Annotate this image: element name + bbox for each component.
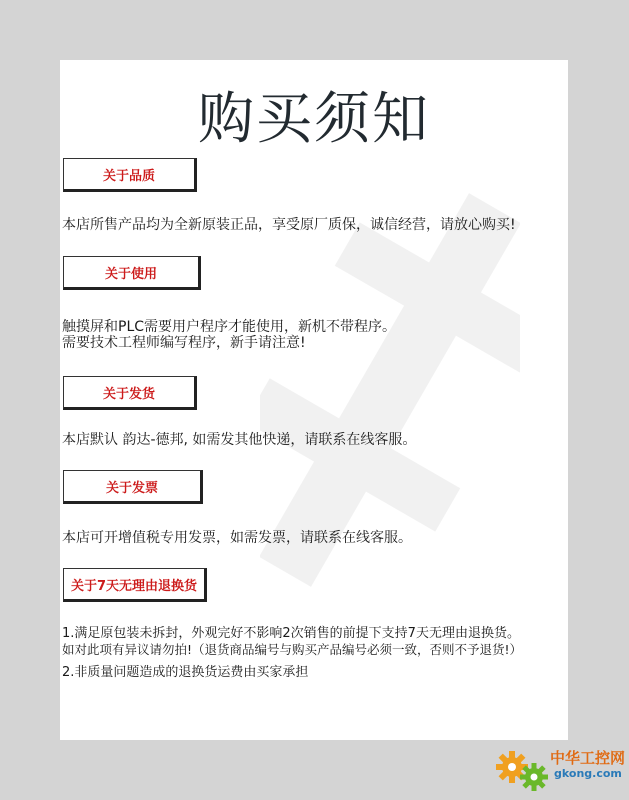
section-tag-invoice: 关于发票 <box>63 470 203 504</box>
section-text-returns-3: 2.非质量问题造成的退换货运费由买家承担 <box>62 665 309 680</box>
section-tag-usage: 关于使用 <box>63 256 201 290</box>
section-tag-returns: 关于7天无理由退换货 <box>63 568 207 602</box>
notice-page <box>60 60 568 740</box>
page-title: 购买须知 <box>198 87 430 152</box>
section-text-usage-2: 需要技术工程师编写程序，新手请注意! <box>62 335 306 351</box>
section-text-returns-2: 如对此项有异议请勿拍!（退货商品编号与购买产品编号必须一致，否则不予退货!） <box>62 642 523 657</box>
logo-url: gkong.com <box>554 767 622 780</box>
section-text-returns-1: 1.满足原包装未拆封，外观完好不影响2次销售的前提下支持7天无理由退换货。 <box>62 626 520 641</box>
section-tag-quality: 关于品质 <box>63 158 197 192</box>
section-tag-shipping: 关于发货 <box>63 376 197 410</box>
section-text-shipping: 本店默认 韵达-德邦, 如需发其他快递，请联系在线客服。 <box>62 432 417 448</box>
section-text-usage-1: 触摸屏和PLC需要用户程序才能使用，新机不带程序。 <box>62 319 397 335</box>
gear-icon <box>494 745 554 795</box>
section-text-quality: 本店所售产品均为全新原装正品，享受原厂质保，诚信经营，请放心购买! <box>62 217 516 233</box>
site-logo <box>494 745 624 795</box>
logo-name: 中华工控网 <box>550 749 626 767</box>
section-text-invoice: 本店可开增值税专用发票，如需发票，请联系在线客服。 <box>62 530 412 546</box>
